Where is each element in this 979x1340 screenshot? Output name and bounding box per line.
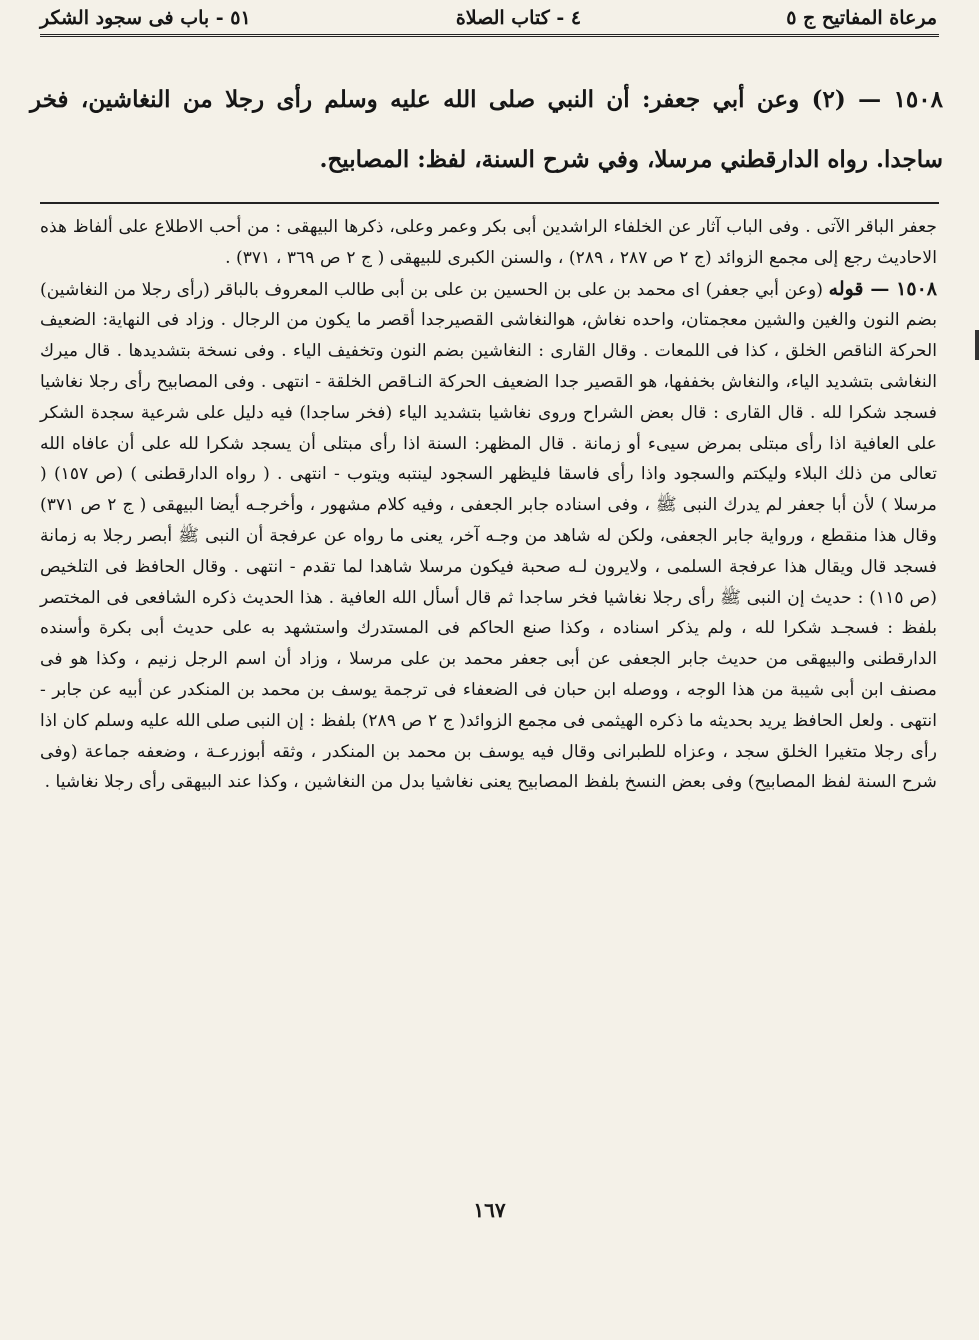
commentary-paragraph-2: [40, 274, 937, 799]
scan-edge-mark: [975, 330, 979, 360]
commentary-block: [40, 212, 937, 798]
running-header: [40, 4, 937, 32]
commentary-paragraph-1: جعفر الباقر الآتى . وفى الباب آثار عن الخلفاء الراشدين أبى بكر وعمر وعلى، ذكرها البيهقى : من أحب الاطلاع على ألفاظ هذه الاحاديث رجع إلى مجمع الزوائد (ج ٢ ص ٢٨٧ ، ٢٨٩) ، والسنن الكبرى للبيهقى ( ج ٢ ص ٣٦٩ ، ٣٧١) .: [40, 217, 937, 268]
page-number: ١٦٧: [473, 1198, 506, 1222]
header-rule: [40, 34, 939, 37]
commentary-lead: ١٥٠٨ — قوله: [828, 277, 937, 300]
header-chapter-title: ٥١ - باب فى سجود الشكر: [40, 7, 251, 29]
header-section-title: ٤ - كتاب الصلاة: [455, 7, 582, 29]
hadith-matn: — (٢) وعن أبي جعفر: أن النبي صلى الله عليه وسلم رأى رجلا من النغاشين، فخر ساجدا. رواه الدارقطني مرسلا، وفي شرح السنة، لفظ: المصابيح.: [30, 86, 943, 173]
commentary-body: (وعن أبي جعفر) اى محمد بن على بن الحسين بن على بن أبى طالب المعروف بالباقر (رأى رجلا من النغاشين) بضم النون والغين والشين معجمتان، واحده نغاش، هوالنغاشى القصيرجدا أقصر ما يكون من الرجال . وزاد فى النهاية: الضعيف الحركة الناقص الخلق ، كذا فى اللمعات . وقال القارى : النغاشين بضم النون وتخفيف الياء . وفى نسخة بتشديدها . قال ميرك النغاشى بتشديد الياء، والنغاش بخففها، هو القصير جدا الضعيف الحركة النـاقص الخلقة - انتهى . وفى المصابيح رأى رجلا نغاشيا فسجد شكرا لله . قال القارى : قال بعض الشراح وروى نغاشيا بتشديد الياء (فخر ساجدا) فيه دليل على شرعية سجدة الشكر على العافية اذا رأى مبتلى بمرض سيىء أو زمانة . قال المظهر: السنة اذا رأى مبتلى أن يسجد شكرا لله على أن عافاه الله تعالى من ذلك البلاء وليكتم والسجود واذا رأى فاسقا فليظهر السجود لينتبه ويتوب - انتهى . ( رواه الدارقطنى ) (ص ١٥٧) ( مرسلا ) لأن أبا جعفر لم يدرك النبى ﷺ ، وفى اسناده جابر الجعفى ، وفيه كلام مشهور ، وأخرجـه أيضا البيهقى ( ج ٢ ص ٣٧١) وقال هذا منقطع ، ورواية جابر الجعفى، ولكن له شاهد من وجـه آخر، يعنى ما رواه عن عرفجة أن النبى ﷺ أبصر رجلا به زمانة فسجد قال ويقال هذا عرفجة السلمى ، ولايرون لـه صحبة فيكون مرسلا شاهدا لما تقدم - انتهى . وقال الحافظ فى التلخيص (ص ١١٥) : حديث إن النبى ﷺ رأى رجلا نغاشيا فخر ساجدا ثم قال أسأل الله العافية . هذا الحديث ذكره الشافعى فى المختصر بلفظ : فسجـد شكرا لله ، ولم يذكر اسناده ، وكذا صنع الحاكم فى المستدرك واستشهد به على حديث أبى بكرة وأسنده الدارقطنى والبيهقى من حديث جابر الجعفى عن أبى جعفر محمد بن على مرسلا ، وزاد أن اسم الرجل زنيم ، وكذا هو فى مصنف ابن أبى شيبة من هذا الوجه ، ووصله ابن حبان فى الضعفاء فى ترجمة يوسف بن محمد بن المنكدر عن أبيه عن جابر - انتهى . ولعل الحافظ يريد بحديثه ما ذكره الهيثمى فى مجمع الزوائد( ج ٢ ص ٢٨٩) بلفظ : إن النبى صلى الله عليه وسلم كان اذا رأى رجلا متغيرا الخلق سجد ، وعزاه للطبرانى وقال فيه يوسف بن محمد بن المنكدر ، وثقه أبوزرعـة ، وضعفه جماعة (وفى شرح السنة لفظ المصابيح) وفى بعض النسخ بلفظ المصابيح يعنى نغاشيا بدل من النغاشين ، وكذا عند البيهقى رأى رجلا نغاشيا .: [40, 279, 938, 793]
hadith-text-block: [30, 70, 943, 190]
section-divider: [40, 202, 939, 204]
header-book-title: مرعاة المفاتيح ج ٥: [786, 7, 937, 29]
hadith-number: ١٥٠٨: [893, 86, 943, 113]
